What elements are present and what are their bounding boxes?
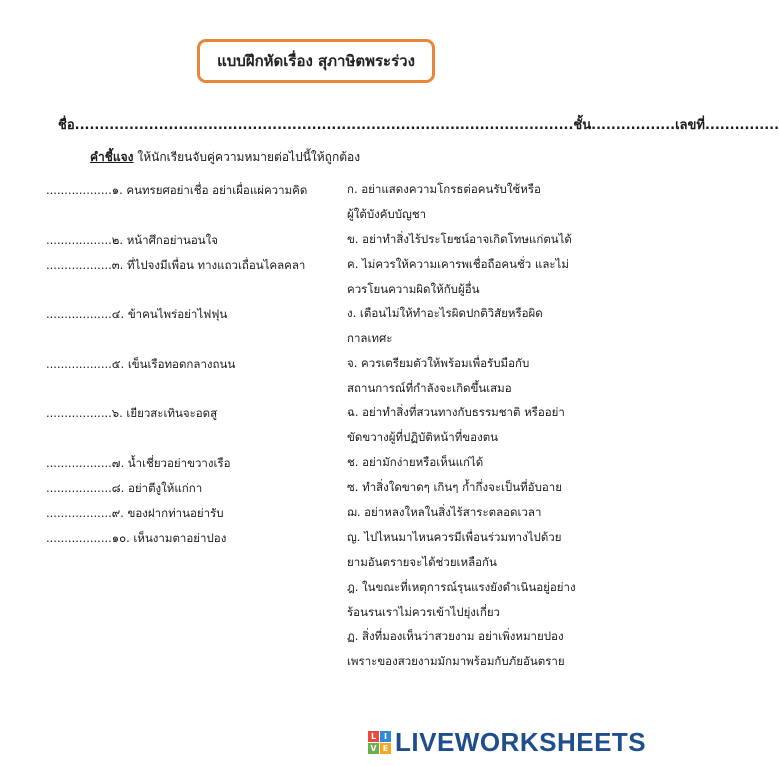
- answer-line: ผู้ใต้บังคับบัญชา: [347, 207, 427, 221]
- student-info-line: ชื่อ.....................................................................................................ชั้น.................เลขที่...............: [58, 118, 779, 133]
- answer-line: ฏ. สิ่งที่มองเห็นว่าสวยงาม อย่าเพิ่งหมายปอง: [347, 629, 564, 643]
- answer-line: ซ. ทำสิ่งใดขาดๆ เกินๆ ก้ำกึ่งจะเป็นที่อับอาย: [347, 480, 562, 494]
- liveworksheets-logo: [368, 727, 646, 757]
- question-item-9[interactable]: ..................๙. ของฝากท่านอย่ารับ: [46, 506, 224, 520]
- answer-line: สถานการณ์ที่กำลังจะเกิดขึ้นเสมอ: [347, 381, 512, 395]
- logo-block: I: [380, 731, 391, 742]
- answer-line: เพราะของสวยงามมักมาพร้อมกับภัยอันตราย: [347, 654, 565, 668]
- answer-line: ขัดขวางผู้ที่ปฏิบัติหน้าที่ของตน: [347, 430, 499, 444]
- answer-item-10: [347, 525, 617, 575]
- answer-line: ก. อย่าแสดงความโกรธต่อคนรับใช้หรือ: [347, 182, 541, 196]
- question-item-8[interactable]: ..................๘. อย่าตีงูให้แก่กา: [46, 481, 203, 495]
- answer-item-5: [347, 351, 617, 401]
- answer-line: ค. ไม่ควรให้ความเคารพเชื่อถือคนชั่ว และไม่: [347, 257, 569, 271]
- logo-block: V: [368, 743, 379, 754]
- answer-line: ฌ. อย่าหลงใหลในสิ่งไร้สาระตลอดเวลา: [347, 505, 542, 519]
- logo-block: E: [380, 743, 391, 754]
- answer-item-9: [347, 500, 617, 525]
- logo-text: LIVEWORKSHEETS: [395, 726, 647, 757]
- answer-item-1: [347, 177, 617, 227]
- answer-line: ยามอันตรายจะได้ช่วยเหลือกัน: [347, 555, 497, 569]
- question-item-4[interactable]: ..................๔. ข้าคนไพร่อย่าไฟฟุน: [46, 307, 228, 321]
- answer-item-12: [347, 624, 617, 674]
- question-item-6[interactable]: ..................๖. เยียวสะเทินจะอดสู: [46, 406, 218, 420]
- answer-line: ข. อย่าทำสิ่งไร้ประโยชน์อาจเกิดโทษแก่ตนได้: [347, 232, 572, 246]
- answer-item-3: [347, 252, 617, 302]
- answer-item-7: [347, 450, 617, 475]
- question-item-1[interactable]: ..................๑. คนทรยศอย่าเชื่อ อย่าเผื่อแผ่ความคิด: [46, 183, 308, 197]
- instruction: [90, 148, 610, 167]
- logo-block: L: [368, 731, 379, 742]
- question-item-5[interactable]: ..................๕. เข็นเรือทอดกลางถนน: [46, 357, 236, 371]
- instruction-text: ให้นักเรียนจับคู่ความหมายต่อไปนี้ให้ถูกต้อง: [133, 150, 361, 164]
- answer-line: ฎ. ในขณะที่เหตุการณ์รุนแรงยังดำเนินอยู่อย่าง: [347, 580, 576, 594]
- question-item-2[interactable]: ..................๒. หน้าศึกอย่านอนใจ: [46, 233, 218, 247]
- worksheet-title: แบบฝึกหัดเรื่อง สุภาษิตพระร่วง: [197, 39, 435, 83]
- answer-line: ร้อนรนเราไม่ควรเข้าไปยุ่งเกี่ยว: [347, 605, 501, 619]
- answer-item-2: [347, 227, 617, 252]
- answer-line: ควรโยนความผิดให้กับผู้อื่น: [347, 282, 480, 296]
- answer-line: จ. ควรเตรียมตัวให้พร้อมเพื่อรับมือกับ: [347, 356, 530, 370]
- logo-blocks-icon: [368, 731, 391, 754]
- answer-line: ง. เตือนไม่ให้ทำอะไรผิดปกติวิสัยหรือผิด: [347, 306, 543, 320]
- question-item-7[interactable]: ..................๗. น้ำเชี่ยวอย่าขวางเรือ: [46, 456, 231, 470]
- question-item-10[interactable]: ..................๑๐. เห็นงามตาอย่าปอง: [46, 531, 227, 545]
- answer-item-4: [347, 301, 617, 351]
- answer-line: ช. อย่ามักง่ายหรือเห็นแก่ได้: [347, 455, 484, 469]
- answer-item-8: [347, 475, 617, 500]
- answer-line: กาลเทศะ: [347, 331, 393, 345]
- answer-line: ฉ. อย่าทำสิ่งที่สวนทางกับธรรมชาติ หรืออย่า: [347, 405, 565, 419]
- instruction-label: คำชี้แจง: [90, 150, 134, 164]
- question-item-3[interactable]: ..................๓. ที่ไปจงมีเพื่อน ทางแถวเถื่อนไคลคลา: [46, 258, 306, 272]
- answer-line: ญ. ไปไหนมาไหนควรมีเพื่อนร่วมทางไปด้วย: [347, 530, 562, 544]
- answer-item-11: [347, 575, 617, 625]
- answer-item-6: [347, 400, 617, 450]
